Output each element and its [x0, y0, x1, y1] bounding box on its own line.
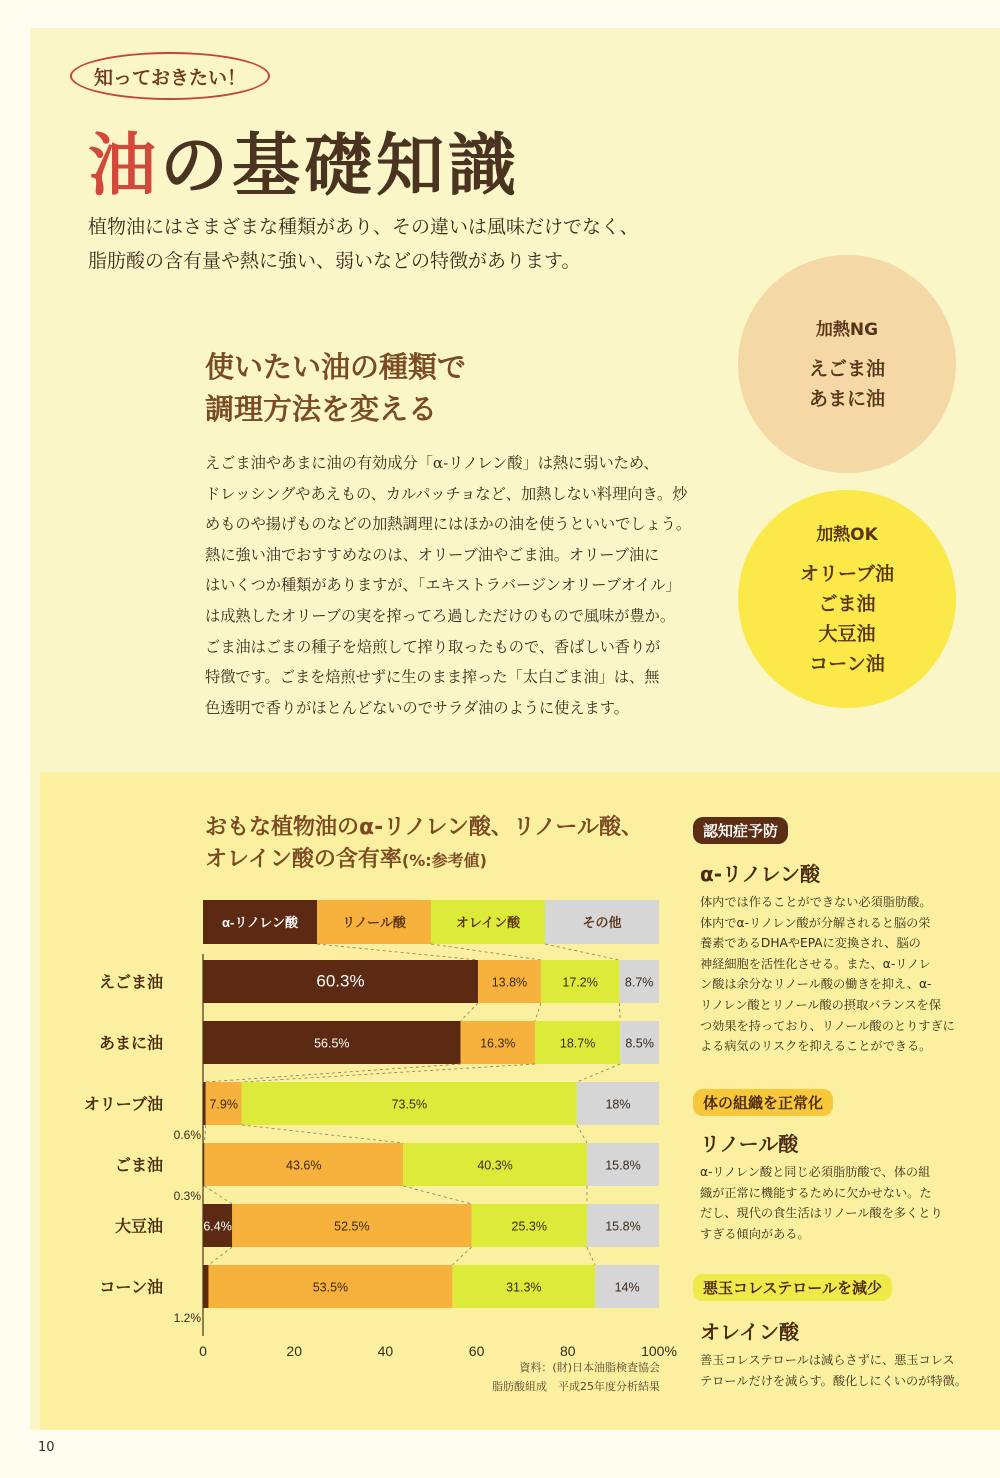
body-line: えごま油やあまに油の有効成分「α-リノレン酸」は熱に弱いため、 [205, 454, 659, 472]
chart-title-line1: おもな植物油のα-リノレン酸、リノール酸、 [205, 815, 643, 840]
side-line: 体内では作ることができない必須脂肪酸。 [700, 895, 932, 909]
x-tick-label: 80 [560, 1343, 576, 1359]
side-line: リノレン酸とリノール酸の摂取バランスを保 [700, 997, 942, 1012]
heat-ok-item: コーン油 [809, 652, 885, 675]
chart-title-unit: (%:参考値) [401, 851, 487, 870]
x-tick-label: 60 [468, 1343, 485, 1359]
body-line: はいくつか種類がありますが、「エキストラバージンオリーブオイル」 [205, 576, 681, 595]
section-heading-line1: 使いたい油の種類で [205, 350, 467, 384]
connector-line [577, 1064, 620, 1082]
category-label: えごま油 [98, 972, 163, 992]
x-tick-label: 40 [377, 1343, 394, 1359]
body-line: 熱に強い油でおすすめなのは、オリーブ油やごま油。オリーブ油に [205, 545, 660, 564]
legend-label: リノール酸 [342, 915, 406, 930]
side-line: だし、現代の食生活はリノール酸を多くとり [700, 1206, 943, 1221]
connector-line [577, 1125, 587, 1143]
bar-value-label: 17.2% [562, 975, 598, 990]
side-line: すぎる傾向がある。 [700, 1226, 810, 1241]
side-line: テロールだけを減らす。酸化しにくいのが特徴。 [700, 1373, 967, 1388]
side-badge-dementia: 認知症予防 [693, 817, 788, 844]
connector-line [545, 944, 619, 960]
bar-value-label: 18.7% [559, 1036, 596, 1051]
bar-value-label: 0.3% [173, 1189, 201, 1203]
heat-ok-item: ごま油 [818, 592, 876, 615]
connector-line [461, 1003, 478, 1021]
body-line: 色透明で香りがほとんどないのでサラダ油のように使えます。 [205, 698, 629, 717]
side-line: 体内でα-リノレン酸が分解されると脳の栄 [700, 915, 931, 930]
connector-line [431, 944, 541, 960]
bar-value-label: 25.3% [511, 1219, 547, 1234]
side-text-oleic [700, 1350, 970, 1391]
bar-value-label: 1.2% [173, 1311, 201, 1325]
side-badge-cholesterol: 悪玉コレステロールを減少 [693, 1274, 892, 1301]
bar-value-label: 56.5% [314, 1036, 350, 1051]
bar-value-label: 53.5% [312, 1280, 349, 1295]
x-tick-label: 20 [286, 1343, 302, 1359]
bar-value-label: 15.8% [605, 1219, 641, 1234]
legend-label: その他 [582, 915, 622, 930]
page-number: 10 [38, 1440, 55, 1455]
side-line: ン酸は余分なリノール酸の働きを抑え、α- [700, 977, 932, 992]
bar-segment [203, 1143, 204, 1186]
source-line: 資料：(財)日本油脂検査協会 [519, 1361, 660, 1374]
heat-ng-label: 加熱NG [815, 319, 879, 340]
connector-line [452, 1247, 471, 1265]
side-line: 養素であるDHAやEPAに変換され、脳の [700, 936, 921, 951]
connector-line [242, 1125, 403, 1143]
bar-value-label: 18% [605, 1097, 631, 1112]
connector-line [208, 1247, 232, 1265]
source-line: 脂肪酸組成 平成25年度分析結果 [492, 1380, 660, 1393]
heat-ok-item: オリーブ油 [799, 562, 895, 585]
intro-tag: 知っておきたい！ [70, 52, 270, 100]
side-badge-tissue: 体の組織を正常化 [693, 1089, 833, 1116]
connector-line [242, 1064, 535, 1082]
side-text-alpha [700, 892, 970, 1057]
bar-value-label: 16.3% [480, 1036, 516, 1051]
heat-ok-item: 大豆油 [818, 622, 876, 645]
side-heading-oleic: オレイン酸 [700, 1320, 799, 1344]
bar-value-label: 8.5% [625, 1036, 654, 1051]
bar-value-label: 52.5% [334, 1219, 370, 1234]
title-rest: の基礎知識 [160, 126, 521, 206]
connector-line [204, 1125, 205, 1143]
side-line: 神経細胞を活性化させる。また、α-リノレ [700, 956, 931, 971]
category-label: ごま油 [114, 1155, 163, 1175]
heat-ng-item: あまに油 [808, 387, 885, 410]
bar-value-label: 13.8% [491, 975, 528, 990]
title-accent: 油 [88, 126, 161, 206]
connector-line [206, 1064, 461, 1082]
body-line: 特徴です。ごまを焙煎せずに生のまま搾った「太白ごま油」は、無 [205, 668, 660, 687]
category-label: オリーブ油 [83, 1094, 163, 1114]
connector-line [535, 1003, 541, 1021]
category-label: コーン油 [99, 1277, 163, 1297]
bar-value-label: 43.6% [286, 1158, 322, 1173]
bar-value-label: 31.3% [506, 1280, 542, 1295]
bar-value-label: 73.5% [391, 1097, 428, 1112]
bar-segment [203, 1265, 208, 1308]
side-line: 善玉コレステロールは減らさずに、悪玉コレス [700, 1353, 955, 1367]
connector-line [619, 1003, 620, 1021]
side-text-linoleic [700, 1162, 970, 1244]
category-label: あまに油 [98, 1033, 163, 1053]
legend-label: α-リノレン酸 [222, 915, 298, 930]
bar-value-label: 8.7% [624, 975, 654, 990]
side-heading-alpha: α-リノレン酸 [700, 862, 820, 886]
legend-label: オレイン酸 [455, 915, 521, 930]
side-line: つ効果を持っており、リノール酸のとりすぎに [700, 1018, 955, 1033]
body-line: ドレッシングやあえもの、カルパッチョなど、加熱しない料理向き。炒 [205, 484, 688, 503]
bar-value-label: 60.3% [316, 971, 365, 991]
bar-value-label: 15.8% [605, 1158, 641, 1173]
category-label: 大豆油 [114, 1216, 163, 1236]
bar-value-label: 0.6% [173, 1128, 201, 1142]
intro-line: 植物油にはさまざまな種類があり、その違いは風味だけでなく、 [88, 216, 639, 238]
connector-line [317, 944, 478, 960]
chart-source [430, 1358, 660, 1396]
heat-ok-label: 加熱OK [816, 524, 878, 545]
connector-line [204, 1186, 232, 1204]
x-tick-label: 0 [199, 1343, 207, 1359]
body-line: は成熟したオリーブの実を搾ってろ過しただけのもので風味が豊か。 [205, 606, 676, 625]
heat-ng-item: えごま油 [808, 357, 885, 380]
side-line: α-リノレン酸と同じ必須脂肪酸で、体の組 [700, 1165, 931, 1179]
side-line: よる病気のリスクを抑えることができる。 [700, 1039, 932, 1054]
body-line: めものや揚げものなどの加熱調理にはほかの油を使うといいでしょう。 [205, 515, 691, 534]
body-line: ごま油はごまの種子を焙煎して搾り取ったもので、香ばしい香りが [205, 637, 661, 656]
bar-value-label: 6.4% [203, 1219, 232, 1234]
section-heading-bold: 調理方法 [205, 392, 322, 426]
side-heading-linoleic: リノール酸 [700, 1132, 799, 1156]
intro-line: 脂肪酸の含有量や熱に強い、弱いなどの特徴があります。 [88, 250, 581, 272]
connector-line [587, 1247, 595, 1265]
bar-value-label: 14% [614, 1280, 640, 1295]
connector-line [403, 1186, 471, 1204]
bar-segment [203, 1082, 206, 1125]
bar-value-label: 7.9% [209, 1097, 238, 1112]
side-line: 織が正常に機能するために欠かせない。た [700, 1185, 932, 1200]
chart-title-main: オレイン酸の含有率 [205, 847, 402, 872]
bar-value-label: 40.3% [477, 1158, 513, 1173]
x-tick-label: 100% [641, 1343, 677, 1359]
section-heading-rest: を変える [321, 392, 438, 426]
